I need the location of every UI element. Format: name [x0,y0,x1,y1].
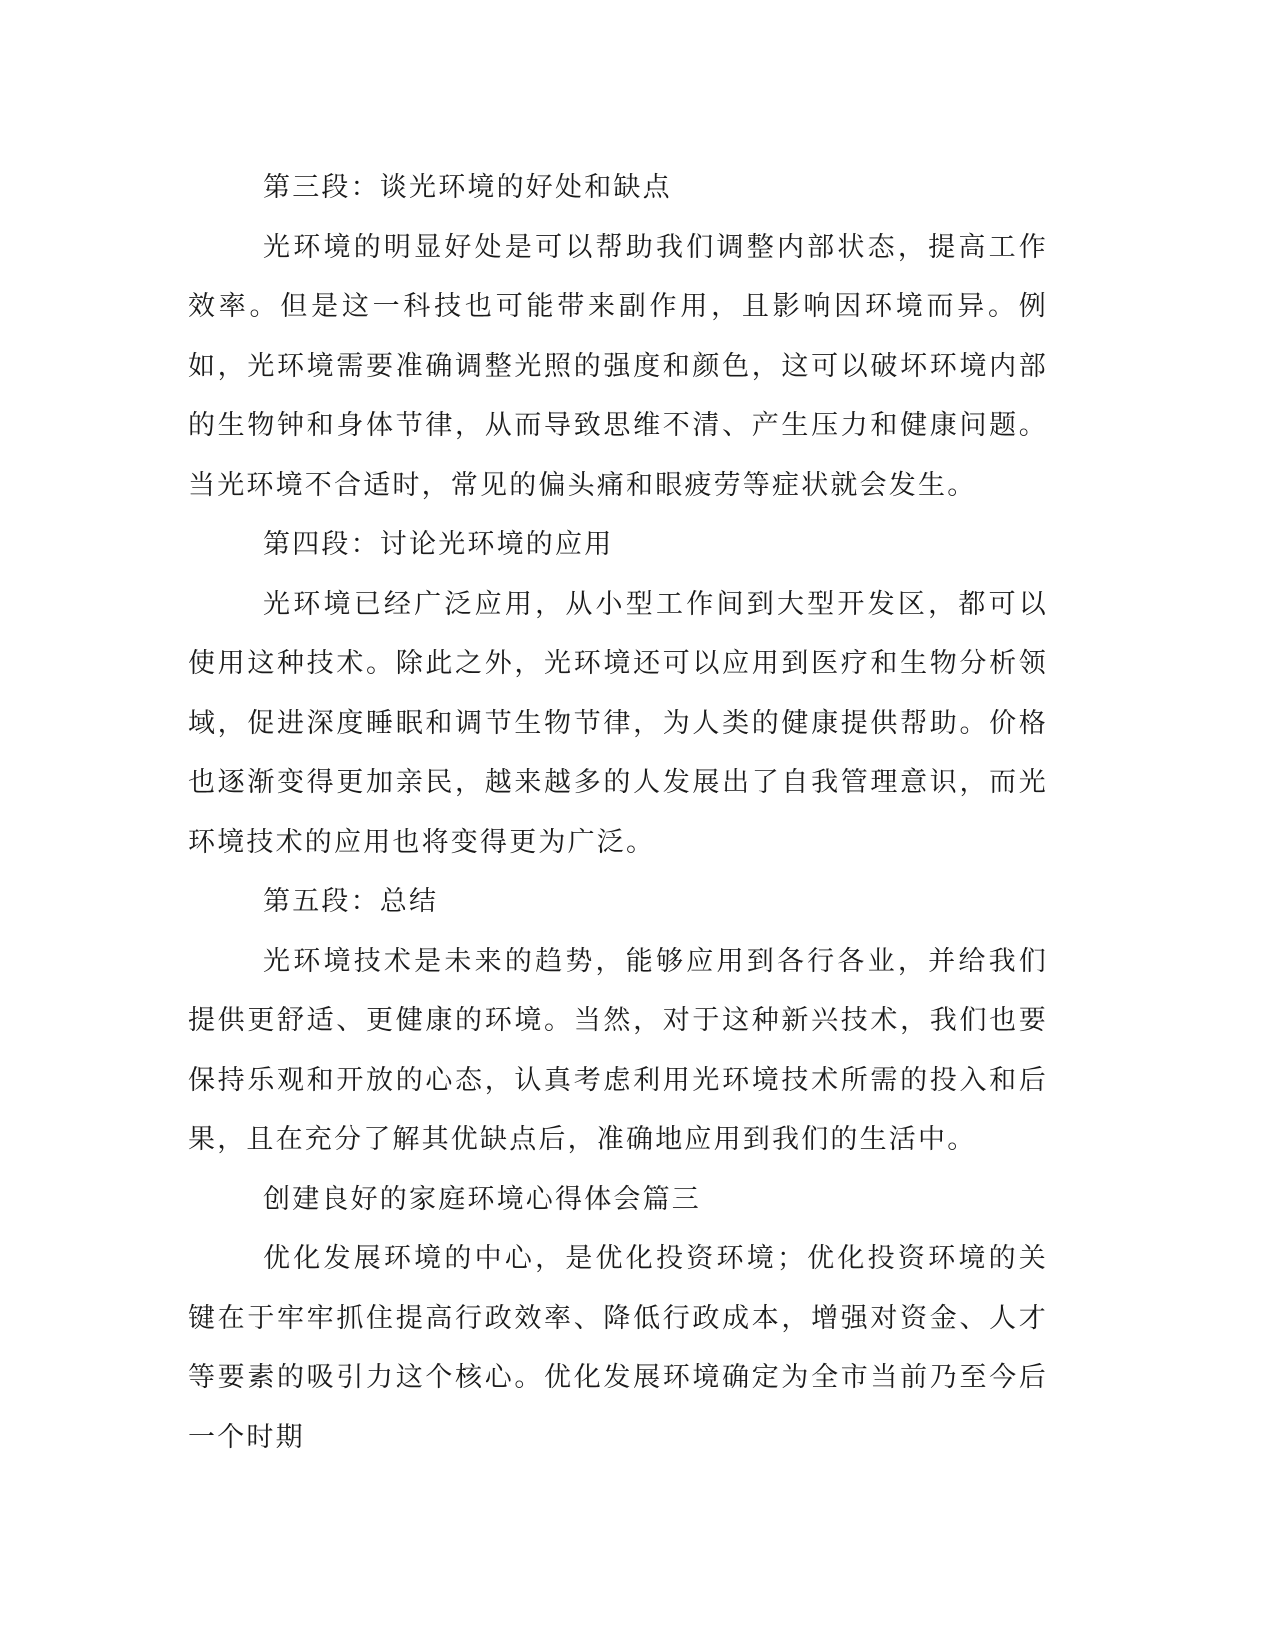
article-title-part-3: 创建良好的家庭环境心得体会篇三 [263,1183,701,1215]
paragraph-5: 光环境技术是未来的趋势，能够应用到各行各业，并给我们提供更舒适、更健康的环境。当然，对于这种新兴技术，我们也要保持乐观和开放的心态，认真考虑利用光环境技术所需的投入和后果，且在充分了解其优缺点后，准确地应用到我们的生活中。 [188,945,1048,1155]
paragraph-3: 光环境的明显好处是可以帮助我们调整内部状态，提高工作效率。但是这一科技也可能带来副作用，且影响因环境而异。例如，光环境需要准确调整光照的强度和颜色，这可以破坏环境内部的生物钟和身体节律，从而导致思维不清、产生压力和健康问题。当光环境不合适时，常见的偏头痛和眼疲劳等症状就会发生。 [188,231,1048,501]
paragraph-part-3-intro: 优化发展环境的中心，是优化投资环境；优化投资环境的关键在于牢牢抓住提高行政效率、降低行政成本，增强对资金、人才等要素的吸引力这个核心。优化发展环境确定为全市当前乃至今后一个时期 [188,1243,1048,1453]
section-heading-3: 第三段：谈光环境的好处和缺点 [263,172,672,203]
section-heading-5: 第五段：总结 [263,886,439,917]
paragraph-4: 光环境已经广泛应用，从小型工作间到大型开发区，都可以使用这种技术。除此之外，光环境还可以应用到医疗和生物分析领域，促进深度睡眠和调节生物节律，为人类的健康提供帮助。价格也逐渐变得更加亲民，越来越多的人发展出了自我管理意识，而光环境技术的应用也将变得更为广泛。 [188,588,1048,858]
document-body [188,158,1048,1467]
section-heading-4: 第四段：讨论光环境的应用 [263,529,614,560]
